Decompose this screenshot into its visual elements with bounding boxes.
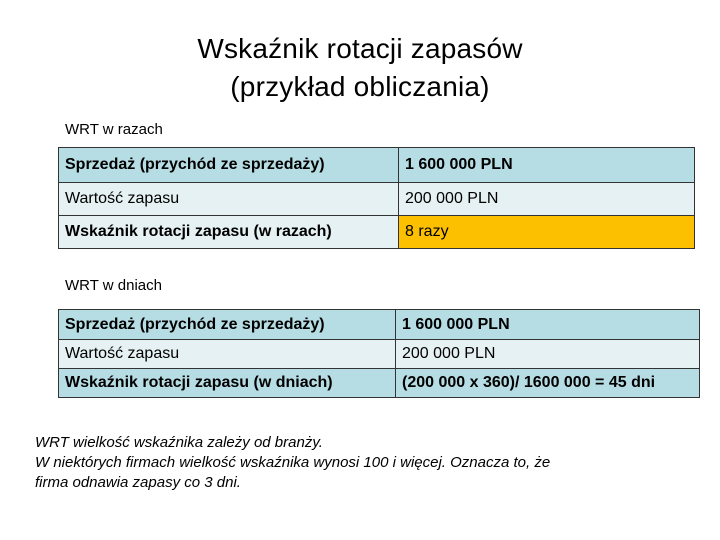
footnote <box>35 433 685 493</box>
table-row <box>59 369 700 398</box>
row-value: 1 600 000 PLN <box>396 310 700 340</box>
row-value-highlight: 8 razy <box>399 216 695 249</box>
section-label-times: WRT w razach <box>65 121 163 138</box>
title-line-2: (przykład obliczania) <box>230 71 490 102</box>
row-label: Wartość zapasu <box>59 183 399 216</box>
row-value: 200 000 PLN <box>399 183 695 216</box>
row-label: Sprzedaż (przychód ze sprzedaży) <box>59 310 396 340</box>
title-line-1: Wskaźnik rotacji zapasów <box>197 33 523 64</box>
row-label: Wskaźnik rotacji zapasu (w razach) <box>59 216 399 249</box>
row-label: Wartość zapasu <box>59 340 396 369</box>
table-row <box>59 148 695 183</box>
row-value: (200 000 x 360)/ 1600 000 = 45 dni <box>396 369 700 398</box>
table-days <box>58 309 700 398</box>
footnote-line-2: W niektórych firmach wielkość wskaźnika wynosi 100 i więcej. Oznacza to, że <box>35 454 551 471</box>
page-title <box>0 30 720 106</box>
section-label-days: WRT w dniach <box>65 277 162 294</box>
table-times <box>58 147 695 249</box>
row-value: 1 600 000 PLN <box>399 148 695 183</box>
table-row <box>59 183 695 216</box>
row-label: Wskaźnik rotacji zapasu (w dniach) <box>59 369 396 398</box>
row-label: Sprzedaż (przychód ze sprzedaży) <box>59 148 399 183</box>
table-row <box>59 216 695 249</box>
footnote-line-3: firma odnawia zapasy co 3 dni. <box>35 474 241 491</box>
table-row <box>59 310 700 340</box>
row-value: 200 000 PLN <box>396 340 700 369</box>
table-row <box>59 340 700 369</box>
footnote-line-1: WRT wielkość wskaźnika zależy od branży. <box>35 434 323 451</box>
